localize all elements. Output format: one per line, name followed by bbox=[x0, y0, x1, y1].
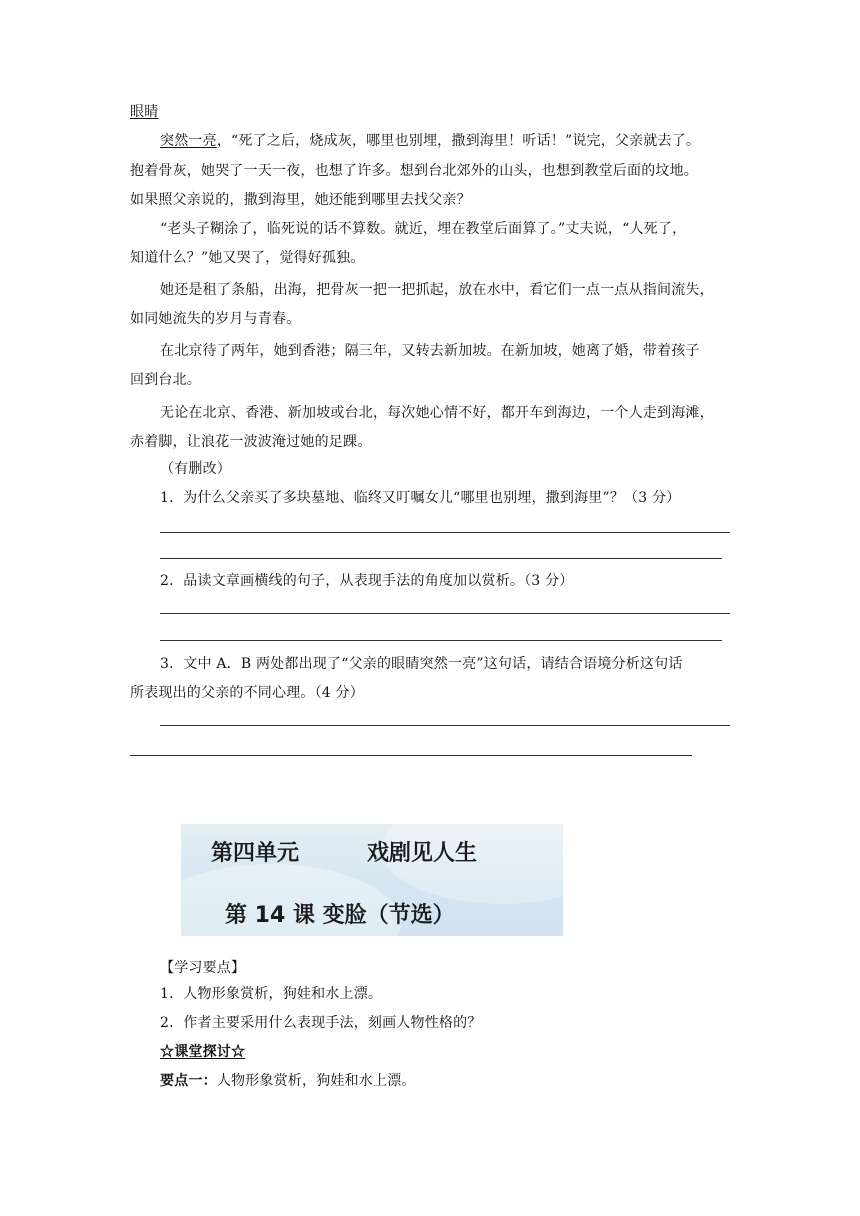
passage-text: ，“死了之后，烧成灰，哪里也别埋，撒到海里！听话！”说完，父亲就去了。 bbox=[216, 133, 701, 149]
key-point-text: 人物形象赏析，狗娃和水上漂。 bbox=[216, 1073, 416, 1089]
passage-line: 如果照父亲说的，撒到海里，她还能到哪里去找父亲？ bbox=[130, 192, 471, 208]
question-2: 2．品读文章画横线的句子，从表现手法的角度加以赏析。（3 分） bbox=[160, 573, 574, 589]
discussion-heading: ☆课堂探讨☆ bbox=[160, 1044, 246, 1060]
passage-line: 她还是租了条船，出海，把骨灰一把一把抓起，放在水中，看它们一点一点从指间流失， bbox=[160, 282, 714, 298]
answer-line bbox=[160, 613, 730, 614]
answer-line bbox=[130, 755, 692, 756]
key-point bbox=[160, 1071, 730, 1091]
answer-line bbox=[160, 532, 730, 533]
passage-line: 赤着脚，让浪花一波波淹过她的足踝。 bbox=[130, 434, 372, 450]
edit-note: （有删改） bbox=[160, 461, 231, 477]
key-point-label: 要点一： bbox=[160, 1073, 217, 1089]
study-item: 1．人物形象赏析，狗娃和水上漂。 bbox=[160, 986, 383, 1002]
study-item: 2．作者主要采用什么表现手法，刻画人物性格的？ bbox=[160, 1015, 482, 1031]
question-3-cont: 所表现出的父亲的不同心理。（4 分） bbox=[130, 685, 364, 701]
passage-line: 如同她流失的岁月与青春。 bbox=[130, 311, 301, 327]
unit-theme: 戏剧见人生 bbox=[367, 841, 478, 866]
passage-line: “老头子糊涂了，临死说的话不算数。就近，埋在教堂后面算了。”丈夫说，“人死了， bbox=[160, 221, 687, 237]
passage-line: 知道什么？”她又哭了，觉得好孤独。 bbox=[130, 250, 365, 266]
passage-line bbox=[160, 131, 730, 151]
passage-line: 抱着骨灰，她哭了一天一夜，也想了许多。想到台北郊外的山头，也想到教堂后面的坟地。 bbox=[130, 163, 698, 179]
lesson-title: 第 14 课 变脸（节选） bbox=[225, 903, 455, 928]
study-heading: 【学习要点】 bbox=[160, 960, 246, 976]
passage-line: 无论在北京、香港、新加坡或台北，每次她心情不好，都开车到海边，一个人走到海滩， bbox=[160, 405, 714, 421]
answer-line bbox=[160, 725, 730, 726]
question-3: 3．文中 A．B 两处都出现了“父亲的眼睛突然一亮”这句话，请结合语境分析这句话 bbox=[160, 656, 683, 672]
unit-title: 第四单元 bbox=[211, 841, 300, 866]
passage-fragment: 眼睛 bbox=[130, 104, 159, 120]
question-1: 1．为什么父亲买了多块墓地、临终又叮嘱女儿“哪里也别埋，撒到海里”？（3 分） bbox=[160, 490, 681, 506]
passage-line: 在北京待了两年，她到香港；隔三年，又转去新加坡。在新加坡，她离了婚，带着孩子 bbox=[160, 343, 700, 359]
answer-line bbox=[160, 640, 722, 641]
underlined-phrase: 突然一亮 bbox=[160, 133, 217, 149]
unit-banner bbox=[181, 824, 563, 936]
passage-line: 回到台北。 bbox=[130, 372, 201, 388]
answer-line bbox=[160, 558, 722, 559]
